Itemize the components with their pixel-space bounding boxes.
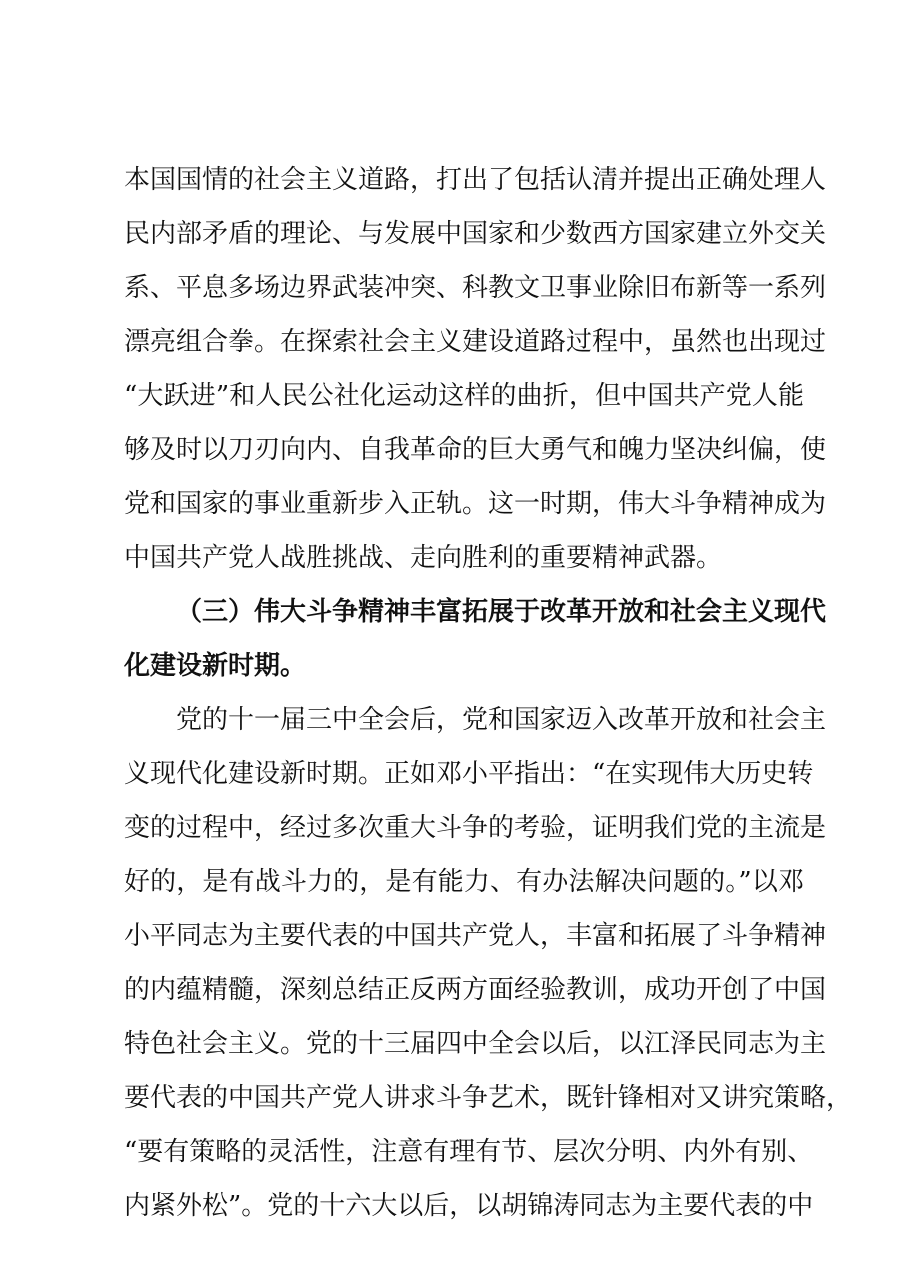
paragraph-1-line-1: 本国国情的社会主义道路，打出了包括认清并提出正确处理人	[124, 165, 827, 195]
paragraph-2-line-10: 内紧外松”。党的十六大以后，以胡锦涛同志为主要代表的中	[124, 1191, 814, 1221]
paragraph-2-line-2: 义现代化建设新时期。正如邓小平指出：“在实现伟大历史转	[124, 759, 814, 789]
paragraph-2-line-4: 好的，是有战斗力的，是有能力、有办法解决问题的。”以邓	[124, 867, 804, 897]
paragraph-1-line-7: 党和国家的事业重新步入正轨。这一时期，伟大斗争精神成为	[124, 489, 827, 519]
paragraph-1-line-2: 民内部矛盾的理论、与发展中国家和少数西方国家建立外交关	[124, 219, 827, 249]
paragraph-1-line-4: 漂亮组合拳。在探索社会主义建设道路过程中，虽然也出现过	[124, 327, 827, 357]
paragraph-1-line-5: “大跃进”和人民公社化运动这样的曲折，但中国共产党人能	[124, 381, 804, 411]
paragraph-2-line-9: “要有策略的灵活性，注意有理有节、层次分明、内外有别、	[124, 1137, 814, 1167]
paragraph-2-line-3: 变的过程中，经过多次重大斗争的考验，证明我们党的主流是	[124, 813, 827, 843]
paragraph-2-line-8: 要代表的中国共产党人讲求斗争艺术，既针锋相对又讲究策略，	[124, 1083, 853, 1113]
paragraph-2-line-7: 特色社会主义。党的十三届四中全会以后，以江泽民同志为主	[124, 1029, 827, 1059]
paragraph-1-line-3: 系、平息多场边界武装冲突、科教文卫事业除旧布新等一系列	[124, 273, 827, 303]
paragraph-2-line-5: 小平同志为主要代表的中国共产党人，丰富和拓展了斗争精神	[124, 921, 827, 951]
paragraph-1-line-8: 中国共产党人战胜挑战、走向胜利的重要精神武器。	[124, 543, 723, 573]
section-heading-line-1: （三）伟大斗争精神丰富拓展于改革开放和社会主义现代	[176, 597, 827, 627]
paragraph-2-line-6: 的内蕴精髓，深刻总结正反两方面经验教训，成功开创了中国	[124, 975, 827, 1005]
paragraph-1-line-6: 够及时以刀刃向内、自我革命的巨大勇气和魄力坚决纠偏，使	[124, 435, 827, 465]
paragraph-2-line-1: 党的十一届三中全会后，党和国家迈入改革开放和社会主	[176, 705, 827, 735]
section-heading-line-2: 化建设新时期。	[124, 651, 307, 681]
